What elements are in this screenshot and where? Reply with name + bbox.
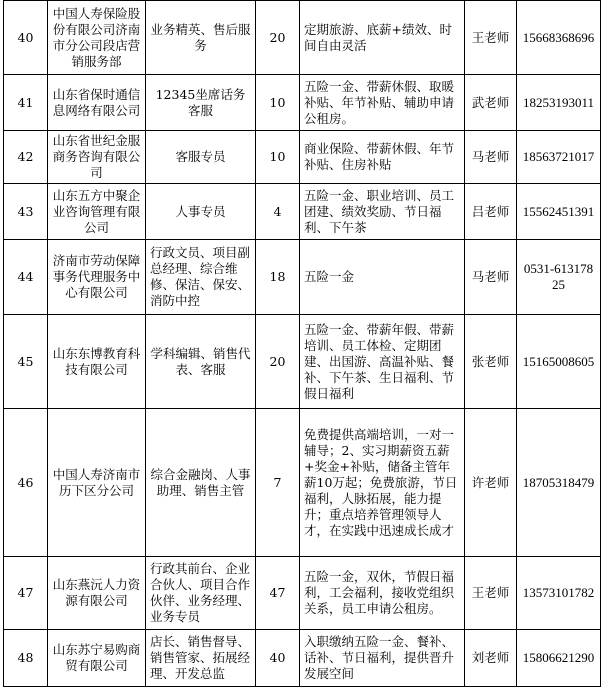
- contact-person: 许老师: [465, 409, 517, 557]
- headcount: 10: [256, 131, 300, 184]
- row-number: 45: [4, 315, 48, 409]
- positions: 业务精英、售后服务: [146, 1, 256, 75]
- benefits: 入职缴纳五险一金、餐补、话补、节日福利，提供晋升发展空间: [300, 630, 465, 687]
- phone-number: 18253193011: [517, 75, 601, 131]
- headcount: 4: [256, 184, 300, 240]
- table-row: [4, 409, 601, 557]
- positions: 行政文员、项目副总经理、综合维修、保洁、保安、消防中控: [146, 240, 256, 315]
- phone-number: 15562451391: [517, 184, 601, 240]
- company-name: 山东燕沅人力资源有限公司: [48, 557, 146, 630]
- row-number: 41: [4, 75, 48, 131]
- benefits: 五险一金、职业培训、员工团建、绩效奖励、节日福利、下午茶: [300, 184, 465, 240]
- row-number: 43: [4, 184, 48, 240]
- row-number: 44: [4, 240, 48, 315]
- contact-person: 刘老师: [465, 630, 517, 687]
- phone-number: 18705318479: [517, 409, 601, 557]
- contact-person: 王老师: [465, 557, 517, 630]
- positions: 综合金融岗、人事助理、销售主管: [146, 409, 256, 557]
- headcount: 40: [256, 630, 300, 687]
- company-name: 山东省保时通信息网络有限公司: [48, 75, 146, 131]
- recruitment-table: [3, 0, 601, 687]
- row-number: 48: [4, 630, 48, 687]
- benefits: 五险一金、带薪年假、带薪培训、员工体检、定期团建、出国游、高温补贴、餐补、下午茶、生日福利、节假日福利: [300, 315, 465, 409]
- phone-number: 15165008605: [517, 315, 601, 409]
- contact-person: 马老师: [465, 131, 517, 184]
- table-row: [4, 315, 601, 409]
- positions: 人事专员: [146, 184, 256, 240]
- company-name: 山东苏宁易购商贸有限公司: [48, 630, 146, 687]
- contact-person: 王老师: [465, 1, 517, 75]
- table-row: [4, 184, 601, 240]
- row-number: 40: [4, 1, 48, 75]
- benefits: 商业保险、带薪休假、年节补贴、住房补贴: [300, 131, 465, 184]
- contact-person: 张老师: [465, 315, 517, 409]
- positions: 12345坐席话务客服: [146, 75, 256, 131]
- table-row: [4, 240, 601, 315]
- positions: 客服专员: [146, 131, 256, 184]
- headcount: 47: [256, 557, 300, 630]
- benefits: 定期旅游、底薪+绩效、时间自由灵活: [300, 1, 465, 75]
- phone-number: 15806621290: [517, 630, 601, 687]
- company-name: 山东东博教育科技有限公司: [48, 315, 146, 409]
- company-name: 中国人寿保险股份有限公司济南市分公司段店营销服务部: [48, 1, 146, 75]
- contact-person: 吕老师: [465, 184, 517, 240]
- positions: 行政其前台、企业合伙人、项目合作伙伴、业务经理、业务专员: [146, 557, 256, 630]
- row-number: 47: [4, 557, 48, 630]
- headcount: 20: [256, 315, 300, 409]
- phone-number: 13573101782: [517, 557, 601, 630]
- phone-number: 15668368696: [517, 1, 601, 75]
- company-name: 山东省世纪金服商务咨询有限公司: [48, 131, 146, 184]
- phone-number: 0531-61317825: [517, 240, 601, 315]
- positions: 店长、销售督导、销售管家、拓展经理、开发总监: [146, 630, 256, 687]
- contact-person: 马老师: [465, 240, 517, 315]
- company-name: 山东五方中聚企业咨询管理有限公司: [48, 184, 146, 240]
- benefits: 五险一金、带薪休假、取暖补贴、年节补贴、辅助申请公租房。: [300, 75, 465, 131]
- table-row: [4, 557, 601, 630]
- benefits: 五险一金: [300, 240, 465, 315]
- table-row: [4, 1, 601, 75]
- contact-person: 武老师: [465, 75, 517, 131]
- company-name: 中国人寿济南市历下区分公司: [48, 409, 146, 557]
- headcount: 7: [256, 409, 300, 557]
- table-row: [4, 131, 601, 184]
- benefits: 五险一金，双休，节假日福利，工会福利，接收党组织关系，员工申请公租房。: [300, 557, 465, 630]
- positions: 学科编辑、销售代表、客服: [146, 315, 256, 409]
- row-number: 46: [4, 409, 48, 557]
- table-row: [4, 630, 601, 687]
- phone-number: 18563721017: [517, 131, 601, 184]
- company-name: 济南市劳动保障事务代理服务中心有限公司: [48, 240, 146, 315]
- headcount: 10: [256, 75, 300, 131]
- table-row: [4, 75, 601, 131]
- row-number: 42: [4, 131, 48, 184]
- headcount: 20: [256, 1, 300, 75]
- benefits: 免费提供高端培训，一对一辅导；2、实习期薪资五薪+奖金+补贴，储备主管年薪10万起；免费旅游，节日福利，人脉拓展，能力提升；重点培养管理领导人才，在实践中迅速成长成才: [300, 409, 465, 557]
- headcount: 18: [256, 240, 300, 315]
